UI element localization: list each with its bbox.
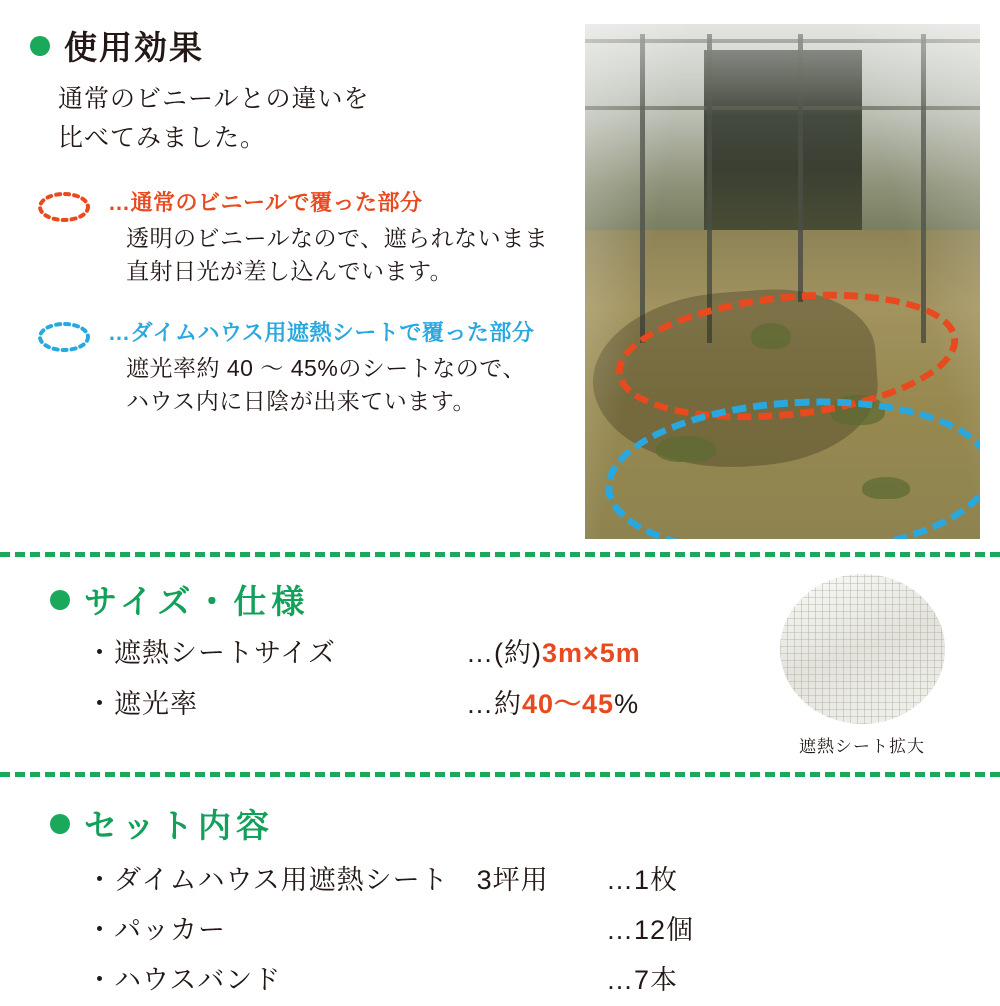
set-contents-row <box>86 856 694 906</box>
legend-body-normal-vinyl-line2: 直射日光が差し込んでいます。 <box>126 258 454 285</box>
legend-body-normal-vinyl <box>126 222 548 289</box>
legend-title-heat-shield-sheet: …ダイムハウス用遮熱シートで覆った部分 <box>108 320 535 345</box>
section-set-contents-heading <box>50 800 274 847</box>
legend-body-heat-shield-sheet-line2: ハウス内に日陰が出来ています。 <box>126 388 476 415</box>
sheet-closeup-image <box>780 574 945 724</box>
section-set-contents <box>0 778 1000 1000</box>
set-item-label-sheet: ・ダイムハウス用遮熱シート 3坪用 <box>86 865 549 895</box>
spec-list <box>86 628 641 731</box>
spec-label-shading-rate: ・遮光率 <box>86 689 198 720</box>
legend-title-normal-vinyl: …通常のビニールで覆った部分 <box>108 190 423 215</box>
set-item-label-packer: ・パッカー <box>86 914 226 945</box>
spec-value-sheet-size: 3m×5m <box>541 638 641 668</box>
section-divider <box>0 772 1000 777</box>
spec-row <box>86 628 641 679</box>
section-usage-effect-title: 使用効果 <box>64 29 204 66</box>
spec-value-shading-rate: 40～45 <box>522 689 615 720</box>
sheet-closeup-caption: 遮熱シート拡大 <box>799 737 925 756</box>
set-item-label-house-band: ・ハウスバンド <box>86 964 282 995</box>
sheet-closeup <box>772 574 952 769</box>
legend-body-normal-vinyl-line1: 透明のビニールなので、遮られないまま <box>126 225 549 251</box>
spec-dots-sheet-size: …(約) <box>466 638 542 668</box>
dashed-ellipse-blue-icon <box>36 320 92 354</box>
set-item-qty-packer: …12個 <box>606 914 695 945</box>
dashed-ellipse-red-icon <box>36 190 92 224</box>
set-contents-row <box>86 956 694 1006</box>
usage-effect-lead-line2: 比べてみました。 <box>58 123 267 152</box>
spec-label-sheet-size: ・遮熱シートサイズ <box>86 638 336 668</box>
bullet-dot-icon <box>30 36 50 56</box>
greenhouse-photo <box>585 24 980 539</box>
section-size-spec-heading <box>50 576 309 623</box>
set-contents-row <box>86 906 694 956</box>
bullet-dot-icon <box>50 814 70 834</box>
set-item-qty-house-band: …7本 <box>606 964 679 995</box>
section-size-spec-title: サイズ・仕様 <box>84 583 310 620</box>
set-item-qty-sheet: …1枚 <box>606 865 679 895</box>
spec-dots-shading-rate: …約 <box>466 689 522 720</box>
section-size-spec <box>0 556 1000 772</box>
sheet-weave-texture <box>780 574 945 724</box>
spec-row <box>86 679 641 730</box>
section-set-contents-title: セット内容 <box>84 807 274 844</box>
section-usage-effect-heading <box>30 22 204 69</box>
usage-effect-lead-line1: 通常のビニールとの違いを <box>58 85 370 113</box>
legend-body-heat-shield-sheet-line1: 遮光率約 40 ～ 45%のシートなので、 <box>126 355 526 381</box>
set-contents-list <box>86 856 694 1006</box>
bullet-dot-icon <box>50 590 70 610</box>
legend-body-heat-shield-sheet <box>126 352 526 419</box>
usage-effect-lead <box>58 80 370 158</box>
spec-unit-shading-rate: % <box>614 689 640 720</box>
